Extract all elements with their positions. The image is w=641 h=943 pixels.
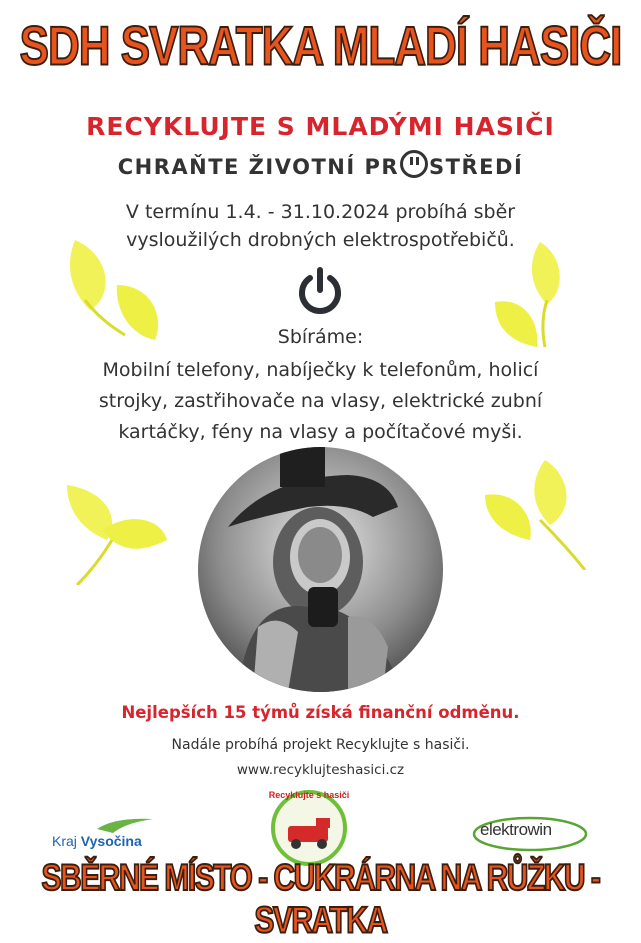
collect-list bbox=[0, 355, 641, 448]
badge-text: Recyklujte s hasiči bbox=[268, 790, 350, 800]
kraj-swoosh-icon bbox=[95, 815, 155, 835]
recyklujte-badge-logo bbox=[268, 788, 350, 868]
firefighter-photo bbox=[198, 447, 443, 692]
kraj-vysocina-logo bbox=[50, 815, 170, 855]
page-title: SDH SVRATKA MLADÍ HASIČI bbox=[19, 15, 622, 77]
intro-line: vysloužilých drobných elektrospotřebičů. bbox=[126, 229, 515, 251]
kraj-logo-text bbox=[52, 833, 142, 849]
campaign-title: RECYKLUJTE S MLADÝMI HASIČI bbox=[86, 112, 555, 141]
collect-heading: Sbíráme: bbox=[277, 326, 364, 348]
plug-icon bbox=[400, 150, 428, 178]
elektrowin-logo bbox=[470, 814, 595, 854]
campaign-slogan bbox=[0, 150, 641, 179]
leaf-sprout-mid-left-icon bbox=[62, 485, 172, 585]
website-link[interactable]: www.recyklujteshasici.cz bbox=[236, 762, 405, 778]
power-icon bbox=[295, 266, 345, 316]
slogan-text-end: STŘEDÍ bbox=[429, 155, 524, 179]
kraj-name: Vysočina bbox=[80, 833, 142, 849]
kraj-prefix: Kraj bbox=[52, 833, 81, 849]
intro-line: V termínu 1.4. - 31.10.2024 probíhá sběr bbox=[125, 201, 516, 223]
collect-line: strojky, zastřihovače na vlasy, elektrické zubní bbox=[98, 390, 543, 412]
collect-line: Mobilní telefony, nabíječky k telefonům, holicí bbox=[102, 359, 539, 381]
reward-text: Nejlepších 15 týmů získá finanční odměnu. bbox=[121, 703, 520, 722]
elektrowin-text: elektrowin bbox=[480, 820, 552, 839]
project-text: Nadále probíhá projekt Recyklujte s hasiči. bbox=[171, 737, 470, 753]
leaf-sprout-mid-right-icon bbox=[480, 460, 590, 570]
collect-line: kartáčky, fény na vlasy a počítačové myši. bbox=[118, 421, 523, 443]
slogan-text-start: CHRAŇTE ŽIVOTNÍ PR bbox=[117, 155, 400, 179]
intro-text bbox=[0, 198, 641, 254]
collection-point-title: SBĚRNÉ MÍSTO - CUKRÁRNA NA RŮŽKU - SVRATKA bbox=[41, 857, 600, 942]
